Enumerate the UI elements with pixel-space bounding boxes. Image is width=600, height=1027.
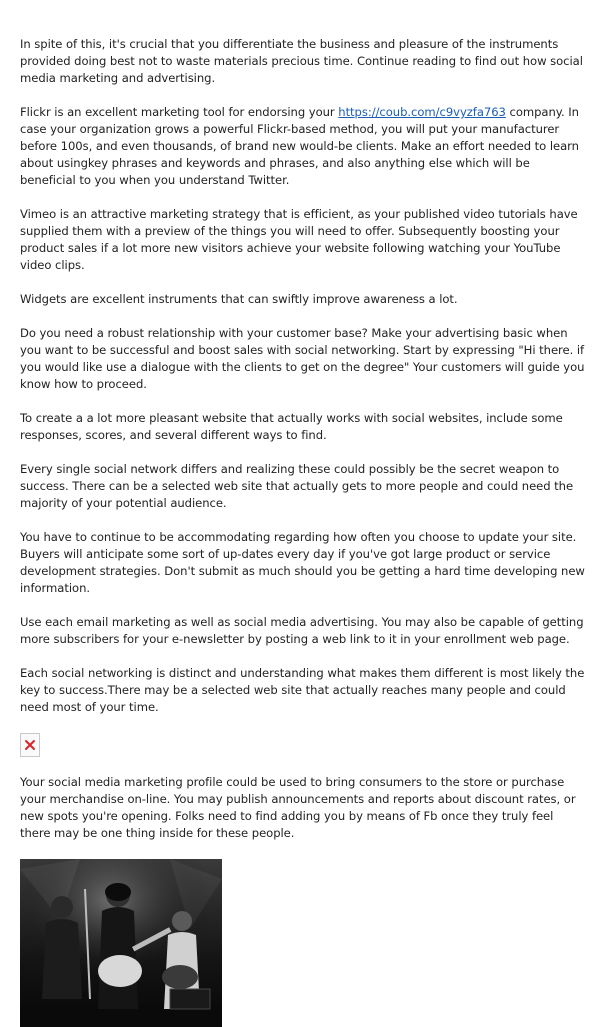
paragraph-2 (20, 104, 586, 189)
paragraph-8: You have to continue to be accommodating regarding how often you choose to update your site. Buyers will anticipate some sort of up-dates every day if you've got large product or service development strategies. Don't submit as much should you be getting a hard time developing new information. (20, 530, 585, 595)
paragraph-3: Vimeo is an attractive marketing strategy that is efficient, as your published video tutorials have supplied them with a preview of the things you will need to offer. Subsequently boosting your product sales if a lot more new visitors achieve your website following watching your YouTube video clips. (20, 207, 578, 272)
paragraph-11: Your social media marketing profile could be used to bring consumers to the store or purchase your merchandise on-line. You may publish announcements and reports about discount rates, or new spots you're opening. Folks need to find adding you by means of Fb once they truly feel there may be one thing inside for these people. (20, 775, 576, 840)
paragraph-2-text-before: Flickr is an excellent marketing tool for endorsing your (20, 105, 339, 119)
paragraph-10: Each social networking is distinct and understanding what makes them different is most likely the key to success.There may be a selected web site that actually reaches many people and could need most of your time. (20, 666, 585, 714)
broken-image-placeholder (20, 733, 40, 757)
concert-photo (20, 859, 222, 1027)
paragraph-2-text-after: company. In case your organization grows a powerful Flickr-based method, you will put your manufacturer before 100s, and even thousands, of brand new would-be clients. Make an effort needed to learn about usingkey phrases and keywords and phrases, and also anything else which will be beneficial to you when you understand Twitter. (20, 105, 579, 187)
paragraph-9: Use each email marketing as well as social media advertising. You may also be capable of getting more subscribers for your e-newsletter by posting a web link to it in your enrollment web page. (20, 615, 584, 646)
paragraph-6: To create a a lot more pleasant website that actually works with social websites, include some responses, scores, and several different ways to find. (20, 411, 563, 442)
paragraph-4: Widgets are excellent instruments that can swiftly improve awareness a lot. (20, 292, 458, 306)
document-body (20, 36, 586, 1027)
coub-link[interactable]: https://coub.com/c9vyzfa763 (338, 105, 506, 119)
paragraph-5: Do you need a robust relationship with your customer base? Make your advertising basic when you want to be successful and boost sales with social networking. Start by expressing "Hi there. if you would like use a dialogue with the clients to get on the degree" Your customers will guide you know how to proceed. (20, 326, 585, 391)
concert-photo-image (20, 859, 222, 1027)
paragraph-1: In spite of this, it's crucial that you differentiate the business and pleasure of the instruments provided doing best not to waste materials precious time. Continue reading to find out how social media marketing and advertising. (20, 37, 583, 85)
paragraph-7: Every single social network differs and realizing these could possibly be the secret weapon to success. There can be a selected web site that actually gets to more people and could need the majority of your potential audience. (20, 462, 574, 510)
broken-image-icon (24, 739, 36, 751)
